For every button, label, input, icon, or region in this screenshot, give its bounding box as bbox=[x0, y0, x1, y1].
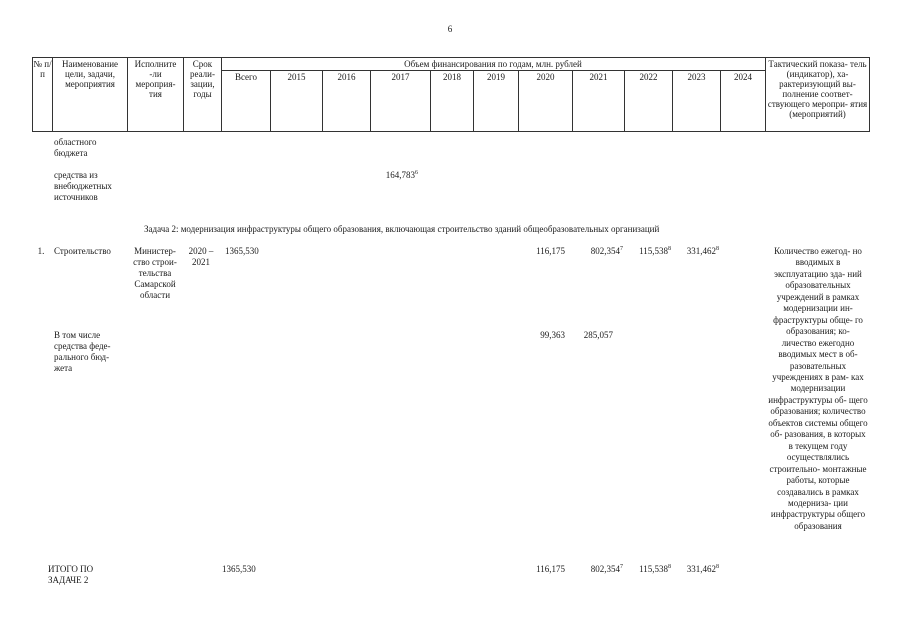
federal-2021: 285,057 bbox=[583, 330, 613, 340]
header-year-2023: 2023 bbox=[687, 72, 706, 82]
federal-2020: 99,363 bbox=[540, 330, 565, 340]
page-number: 6 bbox=[447, 24, 453, 34]
header-year-2017: 2017 bbox=[391, 72, 410, 82]
total-task2-2022: 115,538$^8$ bbox=[639, 564, 671, 574]
total-task2-label: ИТОГО ПО ЗАДАЧЕ 2 bbox=[48, 564, 94, 585]
item1-num: 1. bbox=[37, 246, 45, 256]
header-year-2024: 2024 bbox=[734, 72, 752, 82]
header-year-2021: 2021 bbox=[589, 72, 608, 82]
item1-2022: 115,538$^8$ bbox=[639, 246, 671, 256]
total-task2-2023: 331,462$^8$ bbox=[686, 564, 719, 574]
header-num: № п/п bbox=[33, 59, 52, 79]
header-executor: Исполните -ли мероприя- тия bbox=[134, 59, 177, 99]
header-year-2020: 2020 bbox=[536, 72, 555, 82]
item1-2023: 331,462$^8$ bbox=[686, 246, 719, 256]
header-year-2015: 2015 bbox=[287, 72, 306, 82]
header-name: Наименование цели, задачи, мероприятия bbox=[61, 59, 119, 89]
task2-title: Задача 2: модернизация инфраструктуры общего образования, включающая строительство зданий общеобразовательных организаций bbox=[144, 224, 660, 234]
header-financing: Объем финансирования по годам, млн. рублей bbox=[404, 59, 582, 69]
header-year-2019: 2019 bbox=[487, 72, 505, 82]
header-year-2022: 2022 bbox=[639, 72, 658, 82]
total-task2-2020: 116,175 bbox=[536, 564, 565, 574]
extrabudget-label: средства из внебюджетных источников bbox=[54, 170, 112, 202]
header-year-2018: 2018 bbox=[443, 72, 461, 82]
regional-budget-label: областного бюджета bbox=[54, 137, 97, 158]
federal-label: В том числе средства феде- рального бюд- жета bbox=[54, 330, 111, 373]
header-indicator: Тактический показа- тель (индикатор), ха- рактеризующий вы- полнение соответ- ствующего меропри- ятия (мероприятий) bbox=[767, 59, 868, 119]
extrabudget-2017: 164,783$^6$ bbox=[385, 170, 418, 180]
item1-executor: Министер- ство строи- тельства Самарской области bbox=[133, 246, 177, 300]
item1-total: 1365,530 bbox=[225, 246, 259, 256]
header-total: Всего bbox=[234, 72, 258, 82]
header-year-2016: 2016 bbox=[337, 72, 356, 82]
item1-name: Строительство bbox=[54, 246, 111, 256]
total-task2-total: 1365,530 bbox=[222, 564, 256, 574]
item1-indicator: Количество ежегод- но вводимых в эксплуатацию зда- ний образовательных учреждений в рамках модернизации ин- фраструктуры обще- го образования; ко- личество ежегодно вводимых мест в об- разовательных учреждениях в рам- ках модернизации инфраструктуры об- щего образования; количество объектов системы общего об- разования, в которых в текущем году осуществлялись строительно- монтажные работы, которые создавались в рамках модерниза- ции инфраструктуры общего образования bbox=[768, 246, 868, 531]
item1-2020: 116,175 bbox=[536, 246, 565, 256]
item1-2021: 802,354$^7$ bbox=[590, 246, 623, 256]
total-task2-2021: 802,354$^7$ bbox=[590, 564, 623, 574]
item1-term: 2020 – 2021 bbox=[188, 246, 214, 267]
header-term: Срок реали- зации, годы bbox=[190, 59, 215, 99]
